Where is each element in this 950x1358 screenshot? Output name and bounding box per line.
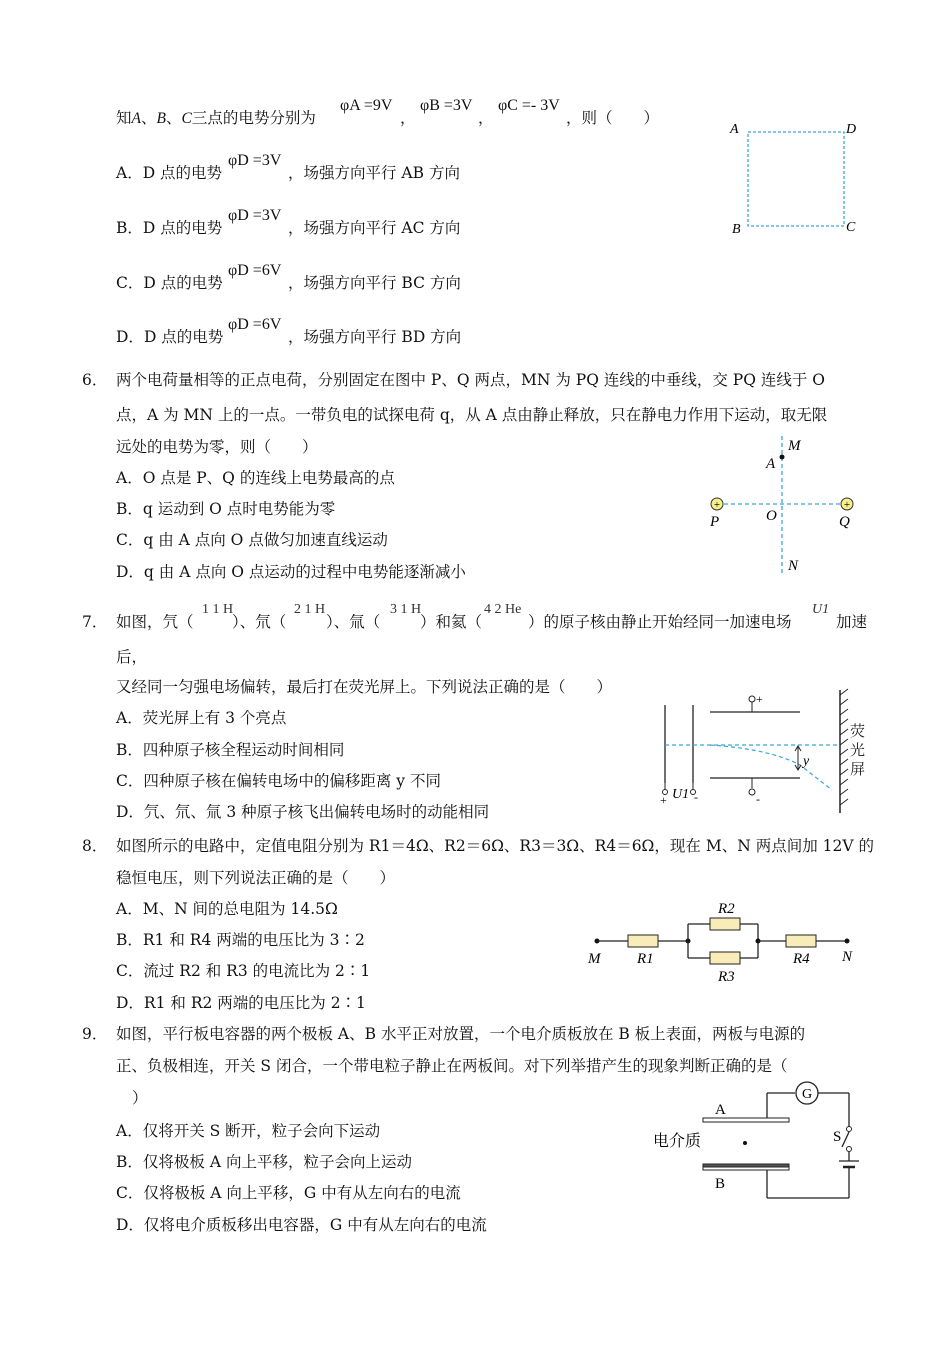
label-a: A <box>730 122 739 137</box>
q6-line2: 点，A 为 MN 上的一点。一带负电的试探电荷 q，从 A 点由静止释放，只在静电力作用下运动，取无限 <box>116 406 828 424</box>
resistor-r3 <box>710 952 740 964</box>
q5-option-c[interactable]: C．D 点的电势 <box>116 274 223 292</box>
terminal-minus <box>749 789 755 795</box>
q6-line1: 两个电荷量相等的正点电荷，分别固定在图中 P、Q 两点，MN 为 PQ 连线的中垂线，交 PQ 连线于 O <box>116 371 825 389</box>
q5-option-d-phi: φD =6V <box>228 316 282 333</box>
q7-isotope-protium: 1 1 H <box>202 602 234 617</box>
q7-isotope-tritium: 3 1 H <box>390 602 422 617</box>
resistor-r4 <box>786 935 816 947</box>
q7-deflection-figure <box>650 685 880 815</box>
q5-option-a-rest: ，场强方向平行 AB 方向 <box>288 164 460 182</box>
q6-option-a[interactable]: A．O 点是 P、Q 的连线上电势最高的点 <box>116 469 395 487</box>
q6-option-c[interactable]: C．q 由 A 点向 O 点做匀加速直线运动 <box>116 531 388 549</box>
label-m: M <box>588 951 601 967</box>
q7-number: 7． <box>82 613 108 631</box>
svg-text:+: + <box>713 499 721 511</box>
q8-line2: 稳恒电压，则下列说法正确的是（ ） <box>116 869 396 887</box>
terminal-plus <box>749 696 755 702</box>
q7-option-c[interactable]: C．四种原子核在偏转电场中的偏移距离 y 不同 <box>116 772 441 790</box>
svg-text:-: - <box>694 790 698 804</box>
q8-number: 8． <box>82 837 108 855</box>
q8-option-d[interactable]: D．R1 和 R2 两端的电压比为 2∶1 <box>116 994 366 1012</box>
plate-b <box>703 1167 789 1170</box>
q6-option-b[interactable]: B．q 运动到 O 点时电势能为零 <box>116 500 336 518</box>
q5-phiA: φA =9V <box>340 97 393 114</box>
u1-label: U1 <box>672 787 690 802</box>
q7-option-a[interactable]: A．荧光屏上有 3 个亮点 <box>116 709 287 727</box>
resistor-r2 <box>710 918 740 930</box>
q6-charges-figure <box>700 430 870 580</box>
q5-stem-tail: ，则（ ） <box>566 109 660 127</box>
screen-label: 荧光屏 <box>850 722 866 778</box>
label-o: O <box>766 508 777 524</box>
q5-square-figure <box>720 115 870 240</box>
q5-option-a-phi: φD =3V <box>228 152 282 169</box>
label-b: B <box>732 222 741 237</box>
q9-line2: 正、负极相连，开关 S 闭合，一个带电粒子静止在两板间。对下列举措产生的现象判断正确的是（ <box>116 1057 788 1075</box>
svg-text:+: + <box>660 793 667 807</box>
q5-option-b-rest: ，场强方向平行 AC 方向 <box>288 219 461 237</box>
q7-line1-c: ）、氚（ <box>326 613 381 631</box>
q7-line3: 又经同一匀强电场偏转，最后打在荧光屏上。下列说法正确的是（ ） <box>116 678 613 696</box>
q6-line3: 远处的电势为零，则（ ） <box>116 438 318 456</box>
q9-capacitor-figure <box>645 1075 875 1210</box>
q5-option-a[interactable]: A．D 点的电势 <box>116 164 223 182</box>
svg-text:+: + <box>843 499 851 511</box>
plate-a <box>703 1118 789 1122</box>
particle <box>743 1141 747 1145</box>
q7-line1-b: ）、氘（ <box>232 613 287 631</box>
q9-option-c[interactable]: C．仅将极板 A 向上平移，G 中有从左向右的电流 <box>116 1184 461 1202</box>
q7-line1-e: ）的原子核由静止开始经同一加速电场 <box>528 613 792 631</box>
switch-s <box>842 1132 849 1147</box>
label-dielectric: 电介质 <box>653 1133 702 1150</box>
label-b: B <box>715 1176 726 1192</box>
q5-phiC: φC =- 3V <box>498 97 560 114</box>
svg-text:+: + <box>756 692 763 706</box>
q5-option-d[interactable]: D．D 点的电势 <box>116 328 224 346</box>
q6-number: 6． <box>82 371 108 389</box>
label-a: A <box>766 456 776 472</box>
label-r2: R2 <box>718 901 735 917</box>
q5-option-b[interactable]: B．D 点的电势 <box>116 219 223 237</box>
q7-isotope-helium: 4 2 He <box>484 602 522 617</box>
label-q: Q <box>839 514 850 530</box>
label-a: A <box>715 1102 726 1118</box>
q7-isotope-deuterium: 2 1 H <box>294 602 326 617</box>
label-s: S <box>833 1129 842 1145</box>
q7-u1: U1 <box>812 602 830 617</box>
q7-line1-d: ）和氦（ <box>420 613 483 631</box>
label-n: N <box>842 949 853 965</box>
label-p: P <box>710 514 720 530</box>
q7-option-d[interactable]: D．氕、氘、氚 3 种原子核飞出偏转电场时的动能相同 <box>116 803 490 821</box>
label-r1: R1 <box>637 951 654 967</box>
q8-circuit-figure <box>580 895 870 990</box>
label-d: D <box>846 122 857 137</box>
label-c: C <box>846 220 856 235</box>
y-label: y <box>803 754 810 769</box>
q5-option-d-rest: ，场强方向平行 BD 方向 <box>288 328 462 346</box>
q5-option-b-phi: φD =3V <box>228 207 282 224</box>
q9-number: 9． <box>82 1025 108 1043</box>
q9-option-b[interactable]: B．仅将极板 A 向上平移，粒子会向上运动 <box>116 1153 412 1171</box>
q5-option-c-phi: φD =6V <box>228 262 282 279</box>
trajectory <box>710 745 832 790</box>
q9-line1: 如图，平行板电容器的两个极板 A、B 水平正对放置，一个电介质板放在 B 板上表面，两板与电源的 <box>116 1025 806 1043</box>
label-r3: R3 <box>718 969 735 985</box>
q5-phiB: φB =3V <box>420 97 473 114</box>
q7-option-b[interactable]: B．四种原子核全程运动时间相同 <box>116 741 345 759</box>
q5-option-c-rest: ，场强方向平行 BC 方向 <box>288 274 461 292</box>
label-r4: R4 <box>793 951 810 967</box>
q5-stem: 知A、B、C三点的电势分别为 <box>116 109 316 127</box>
q8-option-b[interactable]: B．R1 和 R4 两端的电压比为 3∶2 <box>116 931 365 949</box>
q7-line1-a: 如图，氕（ <box>116 613 194 631</box>
q6-option-d[interactable]: D．q 由 A 点向 O 点运动的过程中电势能逐渐减小 <box>116 563 466 581</box>
q8-option-c[interactable]: C．流过 R2 和 R3 的电流比为 2∶1 <box>116 962 371 980</box>
label-m: M <box>788 438 801 454</box>
label-n: N <box>788 558 799 574</box>
q7-line1-f: 加速 <box>836 613 868 631</box>
svg-text:-: - <box>756 792 760 806</box>
q9-line3: ） <box>132 1089 148 1107</box>
resistor-r1 <box>628 935 658 947</box>
q9-option-d[interactable]: D．仅将电介质板移出电容器，G 中有从左向右的电流 <box>116 1216 487 1234</box>
q8-line1: 如图所示的电路中，定值电阻分别为 R1＝4Ω、R2＝6Ω、R3＝3Ω、R4＝6Ω，现在 M、N 两点间加 12V 的 <box>116 837 874 855</box>
q8-option-a[interactable]: A．M、N 间的总电阻为 14.5Ω <box>116 900 338 918</box>
square-dashed <box>748 132 844 226</box>
point-a <box>780 455 785 460</box>
q7-line2: 后， <box>116 648 148 666</box>
label-g: G <box>801 1087 813 1102</box>
q9-option-a[interactable]: A．仅将开关 S 断开，粒子会向下运动 <box>116 1122 381 1140</box>
